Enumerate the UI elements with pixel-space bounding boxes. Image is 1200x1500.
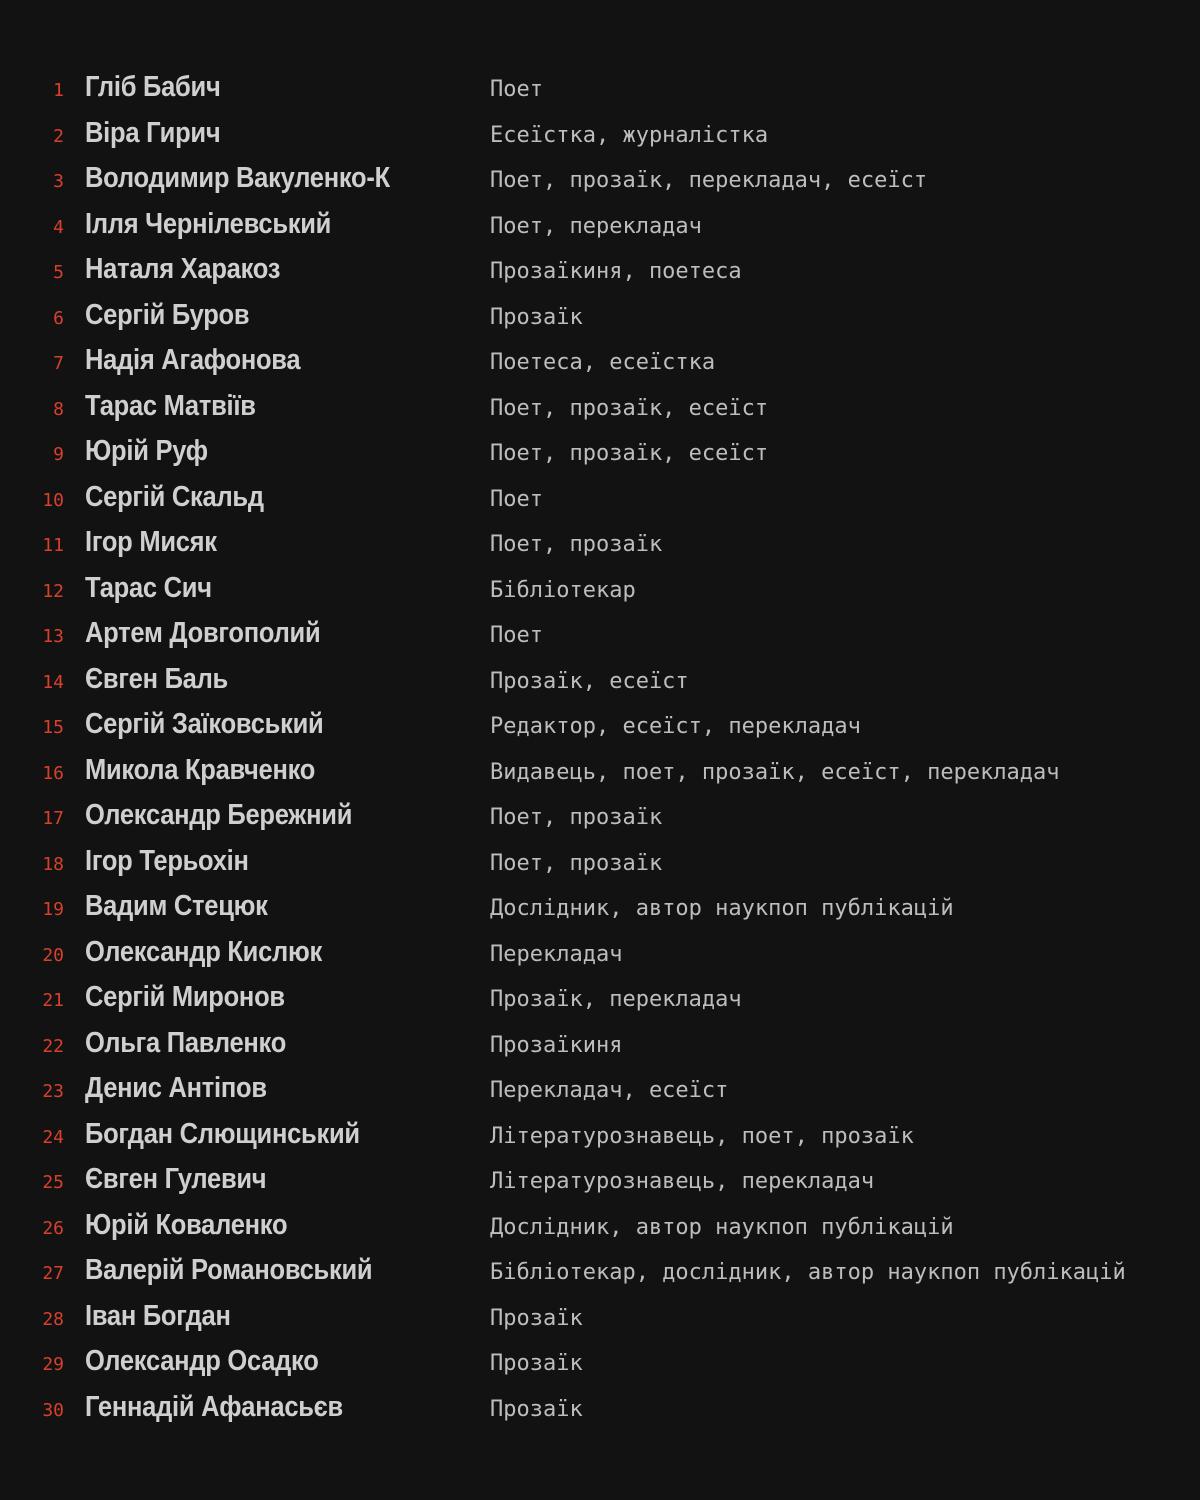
row-number: 9 (53, 444, 64, 465)
list-row (0, 841, 1200, 887)
row-number: 1 (53, 80, 64, 101)
person-roles: Поет, прозаїк (490, 532, 663, 557)
person-roles: Дослідник, автор наукпоп публікацій (490, 896, 954, 921)
person-name (64, 389, 490, 422)
person-name-text: Олександр Бережний (85, 799, 353, 831)
person-name (64, 710, 490, 739)
list-row (0, 386, 1200, 432)
person-name (64, 1347, 490, 1376)
row-number: 18 (42, 853, 64, 875)
list-row (0, 795, 1200, 841)
row-number: 22 (42, 1035, 64, 1057)
row-number: 27 (42, 1263, 64, 1284)
person-name-text: Юрій Руф (85, 435, 208, 467)
list-row (0, 431, 1200, 477)
person-roles: Прозаїк (490, 1351, 583, 1376)
person-roles: Бібліотекар (490, 577, 636, 603)
list-row (0, 659, 1200, 705)
row-number: 2 (53, 125, 64, 147)
row-number: 15 (42, 717, 64, 738)
person-roles: Прозаїкиня, поетеса (490, 259, 742, 284)
list-row (0, 295, 1200, 341)
list-row (0, 158, 1200, 204)
row-number: 29 (42, 1354, 64, 1375)
person-name-text: Вадим Стецюк (85, 890, 268, 922)
person-roles: Бібліотекар, дослідник, автор наукпоп публікацій (490, 1260, 1126, 1285)
person-roles: Поет, прозаїк (490, 805, 663, 830)
row-number: 12 (42, 580, 64, 602)
person-name (64, 1390, 490, 1423)
person-name-text: Тарас Матвіїв (85, 389, 256, 422)
person-roles: Поет (490, 486, 543, 512)
person-name (64, 892, 490, 921)
list-row (0, 204, 1200, 250)
person-roles: Дослідник, автор наукпоп публікацій (490, 1214, 954, 1240)
list-row (0, 750, 1200, 796)
person-name-text: Сергій Скальд (85, 480, 264, 513)
person-name (64, 1256, 490, 1285)
row-number: 23 (42, 1081, 64, 1102)
person-roles: Літературознавець, перекладач (490, 1169, 875, 1194)
row-number: 8 (53, 398, 64, 420)
person-roles: Редактор, есеїст, перекладач (490, 714, 861, 739)
person-name-text: Віра Гирич (85, 116, 221, 149)
row-number: 5 (53, 262, 64, 283)
row-number: 16 (42, 762, 64, 784)
person-roles: Поет, прозаїк (490, 850, 663, 876)
person-name-text: Євген Гулевич (85, 1163, 267, 1195)
list-row (0, 1387, 1200, 1433)
person-roles: Літературознавець, поет, прозаїк (490, 1123, 914, 1149)
person-name (64, 1074, 490, 1103)
person-name-text: Надія Агафонова (85, 344, 301, 376)
person-name (64, 983, 490, 1012)
person-roles: Поетеса, есеїстка (490, 350, 716, 375)
row-number: 28 (42, 1308, 64, 1330)
row-number: 20 (42, 944, 64, 966)
person-name (64, 1165, 490, 1194)
list-row (0, 1159, 1200, 1205)
list-row (0, 113, 1200, 159)
person-name-text: Сергій Миронов (85, 981, 285, 1013)
person-name-text: Сергій Буров (85, 298, 250, 331)
person-name (64, 662, 490, 695)
person-name-text: Ілля Чернілевський (85, 207, 332, 240)
person-name-text: Ігор Мисяк (85, 526, 217, 558)
person-roles: Поет (490, 77, 543, 102)
row-number: 24 (42, 1126, 64, 1148)
list-row (0, 704, 1200, 750)
person-name-text: Богдан Слющинський (85, 1117, 360, 1150)
person-roles: Поет, прозаїк, есеїст (490, 441, 769, 466)
row-number: 17 (42, 808, 64, 829)
person-roles: Поет, прозаїк, перекладач, есеїст (490, 168, 928, 193)
list-row (0, 1341, 1200, 1387)
row-number: 11 (42, 535, 64, 556)
person-roles: Прозаїкиня (490, 1032, 623, 1058)
person-name (64, 480, 490, 513)
row-number: 10 (42, 489, 64, 511)
person-name-text: Олександр Осадко (85, 1345, 319, 1377)
list-row (0, 886, 1200, 932)
person-name (64, 207, 490, 240)
row-number: 13 (42, 626, 64, 647)
person-name-text: Олександр Кислюк (85, 935, 323, 968)
person-name-text: Ольга Павленко (85, 1026, 287, 1059)
list-row (0, 340, 1200, 386)
person-name-text: Ігор Терьохін (85, 844, 249, 877)
person-name-text: Юрій Коваленко (85, 1208, 288, 1241)
list-row (0, 613, 1200, 659)
person-roles: Поет, перекладач (490, 213, 702, 239)
person-name (64, 1026, 490, 1059)
row-number: 26 (42, 1217, 64, 1239)
person-roles: Поет, прозаїк, есеїст (490, 395, 769, 421)
person-name (64, 1299, 490, 1332)
person-roles: Прозаїк, есеїст (490, 668, 689, 694)
person-name (64, 571, 490, 604)
person-name-text: Володимир Вакуленко-К (85, 162, 390, 194)
row-number: 21 (42, 990, 64, 1011)
person-name (64, 935, 490, 968)
list-row (0, 1205, 1200, 1251)
list-row (0, 1023, 1200, 1069)
row-number: 6 (53, 307, 64, 329)
person-roles: Есеїстка, журналістка (490, 122, 769, 148)
person-name (64, 73, 490, 102)
row-number: 3 (53, 171, 64, 192)
person-name (64, 346, 490, 375)
person-name-text: Артем Довгополий (85, 617, 321, 649)
person-name-text: Сергій Заїковський (85, 708, 324, 740)
person-roles: Прозаїк, перекладач (490, 987, 742, 1012)
row-number: 30 (42, 1399, 64, 1421)
row-number: 14 (42, 671, 64, 693)
person-name (64, 164, 490, 193)
person-name-text: Іван Богдан (85, 1299, 231, 1332)
person-name-text: Денис Антіпов (85, 1072, 267, 1104)
list-row (0, 522, 1200, 568)
person-name (64, 255, 490, 284)
list-row (0, 1114, 1200, 1160)
person-name-text: Тарас Сич (85, 571, 212, 604)
list-row (0, 1068, 1200, 1114)
person-roles: Видавець, поет, прозаїк, есеїст, перекладач (490, 759, 1060, 785)
list-row (0, 977, 1200, 1023)
list-row (0, 1296, 1200, 1342)
person-name (64, 437, 490, 466)
list-row (0, 67, 1200, 113)
person-name-text: Микола Кравченко (85, 753, 316, 786)
person-name (64, 116, 490, 149)
row-number: 7 (53, 353, 64, 374)
person-roles: Прозаїк (490, 304, 583, 330)
person-name (64, 619, 490, 648)
person-roles: Прозаїк (490, 1305, 583, 1331)
person-name (64, 1117, 490, 1150)
person-name-text: Наталя Харакоз (85, 253, 281, 285)
person-name (64, 298, 490, 331)
person-roles: Перекладач, есеїст (490, 1078, 729, 1103)
person-name-text: Геннадій Афанасьєв (85, 1390, 343, 1423)
person-name-text: Гліб Бабич (85, 71, 221, 103)
row-number: 4 (53, 216, 64, 238)
person-name (64, 801, 490, 830)
row-number: 19 (42, 899, 64, 920)
person-roles: Прозаїк (490, 1396, 583, 1422)
person-name-text: Євген Баль (85, 662, 228, 695)
list-row (0, 568, 1200, 614)
list-row (0, 477, 1200, 523)
list-row (0, 249, 1200, 295)
person-name-text: Валерій Романовський (85, 1254, 373, 1286)
row-number: 25 (42, 1172, 64, 1193)
person-roles: Перекладач (490, 941, 623, 967)
person-name (64, 1208, 490, 1241)
person-name (64, 753, 490, 786)
person-name (64, 844, 490, 877)
list-row (0, 932, 1200, 978)
list-row (0, 1250, 1200, 1296)
person-name (64, 528, 490, 557)
person-roles: Поет (490, 623, 543, 648)
